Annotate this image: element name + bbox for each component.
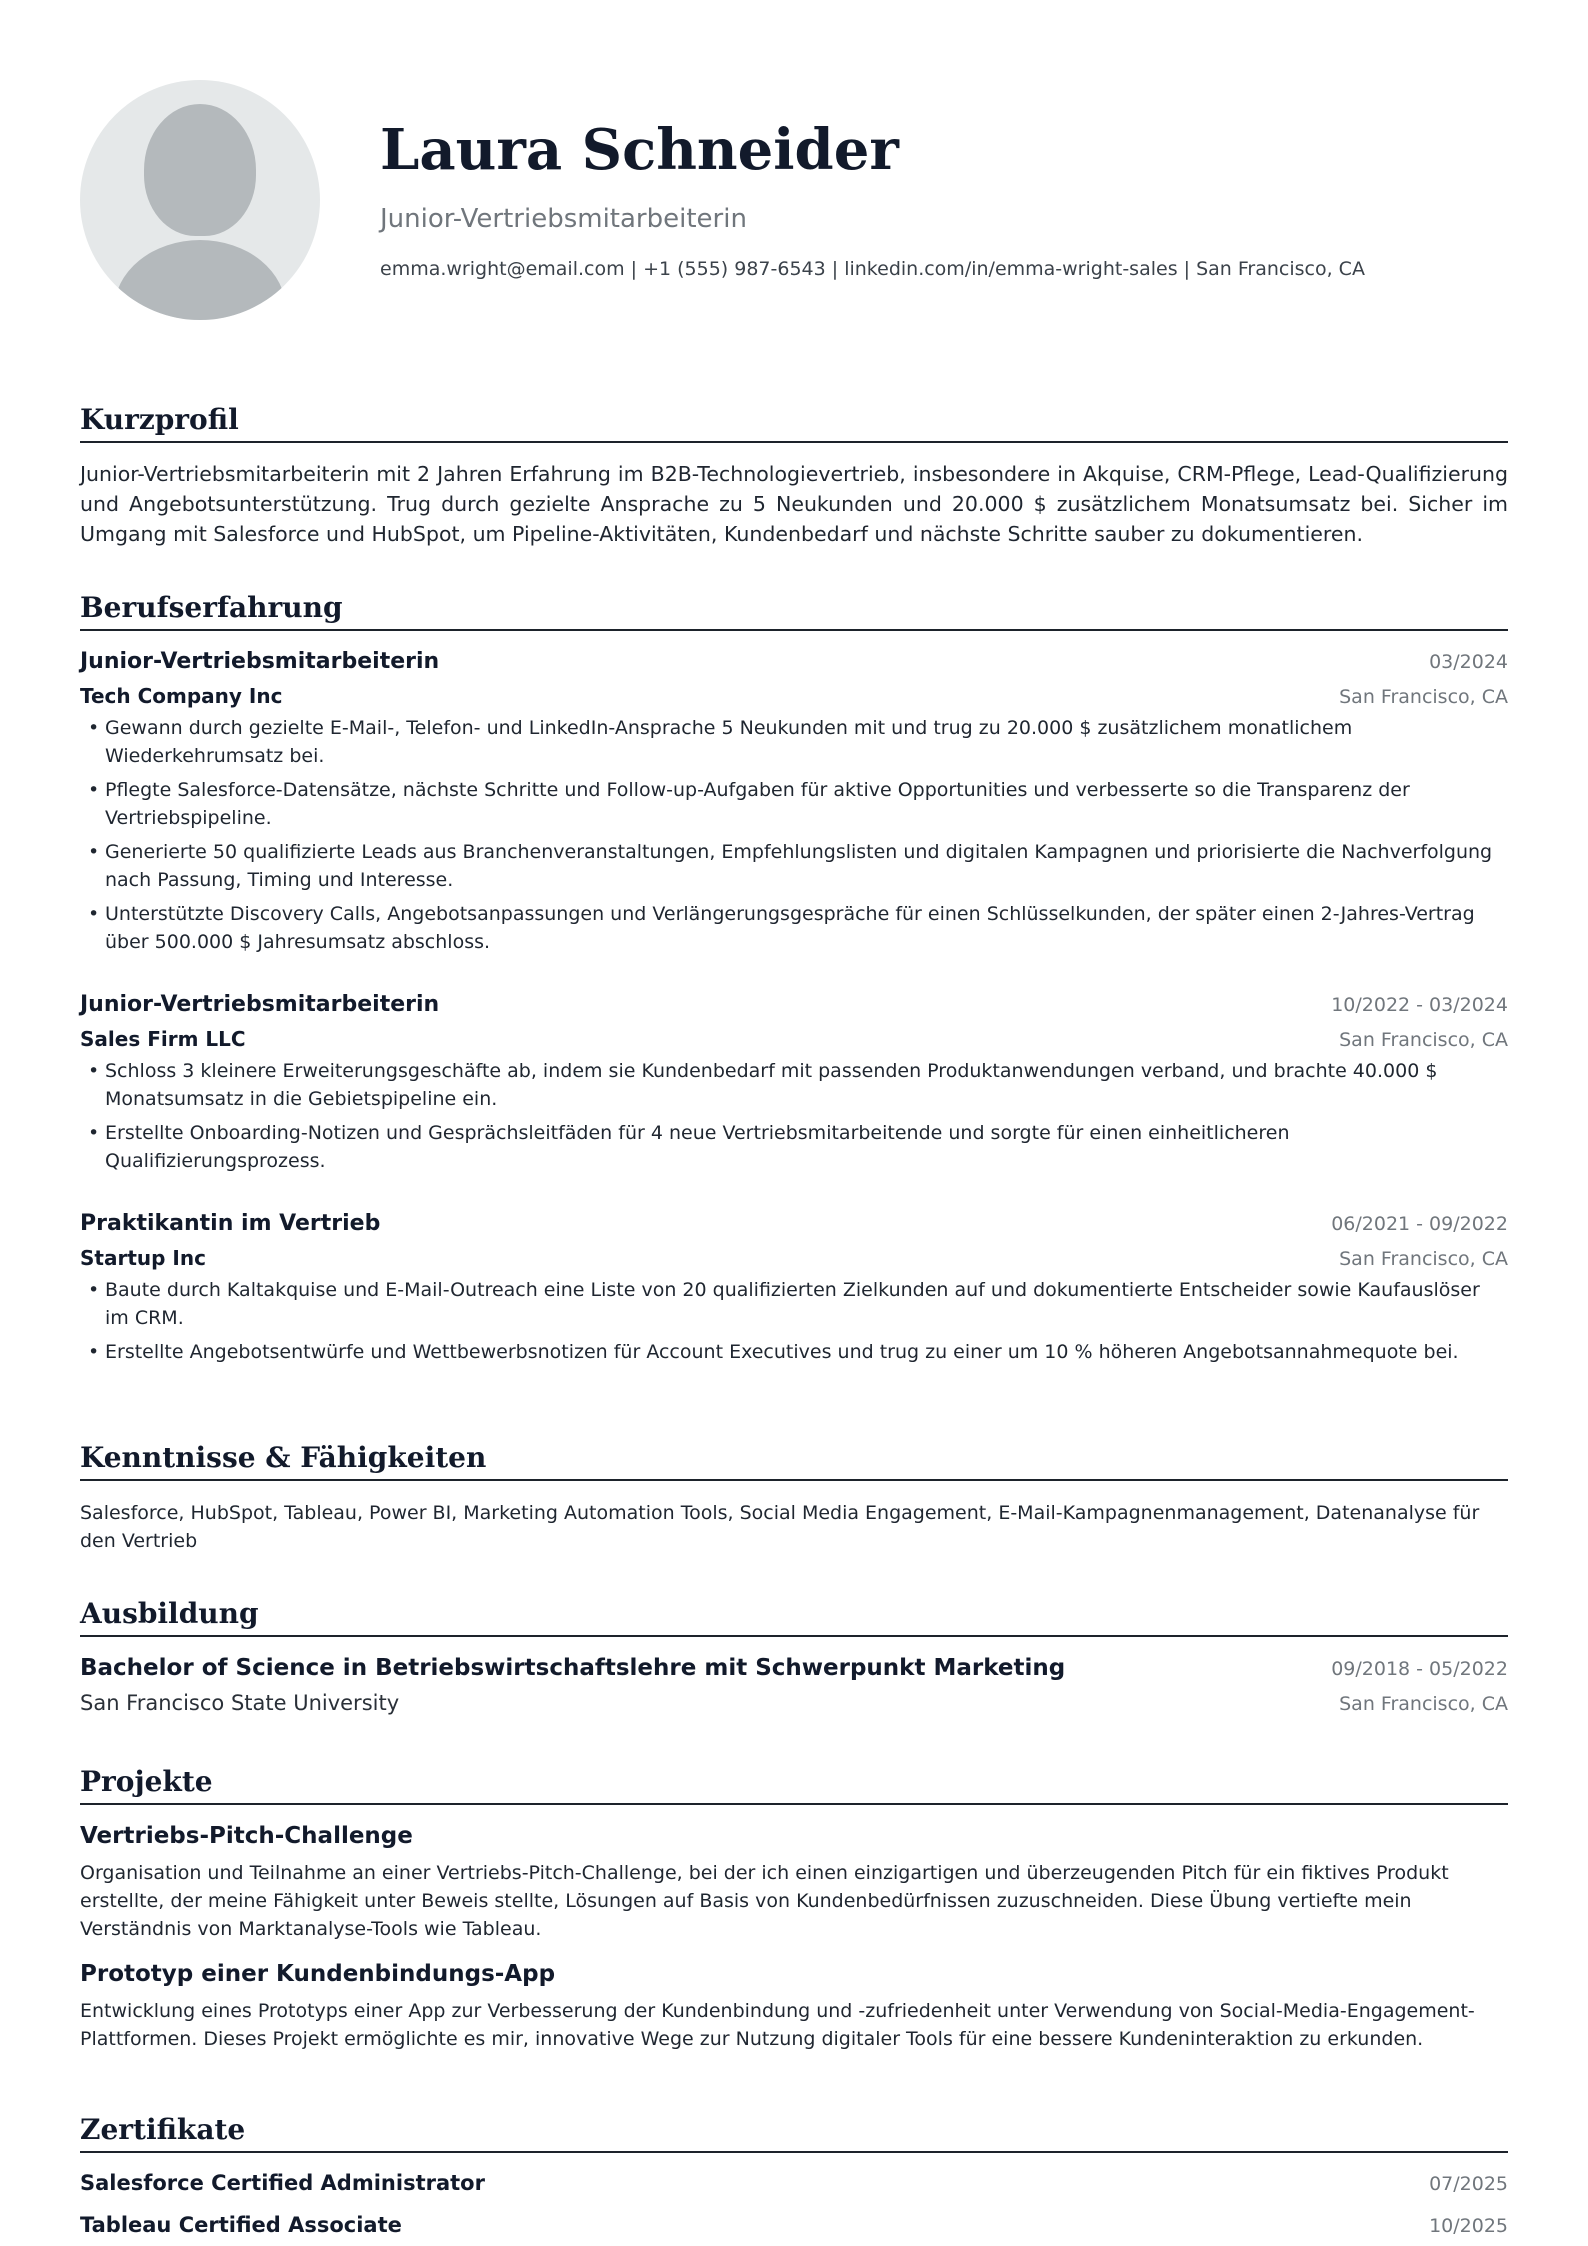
certificates-section [80, 2112, 1508, 2237]
job-company-row [80, 684, 1508, 708]
list-item [80, 1119, 1508, 1175]
job-location: San Francisco, CA [1339, 1248, 1508, 1270]
education-date: 09/2018 - 05/2022 [1331, 1658, 1508, 1680]
bullet-text: Erstellte Onboarding-Notizen und Gesprächsleitfäden für 4 neue Vertriebsmitarbeitende und sorgte für einen einheitlicheren Qualifizierungsprozess. [105, 1122, 1290, 1172]
bullet-text: Unterstützte Discovery Calls, Angebotsanpassungen und Verlängerungsgespräche für einen Schlüsselkunden, der später einen 2-Jahres-Vertrag über 500.000 $ Jahresumsatz abschloss. [105, 903, 1475, 953]
bullet-text: Erstellte Angebotsentwürfe und Wettbewerbsnotizen für Account Executives und trug zu einer um 10 % höheren Angebotsannahmequote bei. [105, 1341, 1459, 1363]
section-title-profile: Kurzprofil [80, 402, 1508, 443]
candidate-role: Junior-Vertriebsmitarbeiterin [380, 204, 747, 234]
bullet-icon: • [88, 779, 100, 801]
job-date: 03/2024 [1429, 651, 1508, 673]
job-header-row [80, 649, 1508, 674]
list-item [80, 1338, 1508, 1366]
education-degree: Bachelor of Science in Betriebswirtschaftslehre mit Schwerpunkt Marketing [80, 1655, 1066, 1681]
certificate-date: 07/2025 [1429, 2173, 1508, 2195]
bullet-icon: • [88, 1341, 100, 1363]
project-title: Vertriebs-Pitch-Challenge [80, 1823, 413, 1849]
job-entry [80, 649, 1508, 956]
bullet-text: Baute durch Kaltakquise und E-Mail-Outreach eine Liste von 20 qualifizierten Zielkunden auf und dokumentierte Entscheider sowie Kaufauslöser im CRM. [105, 1279, 1480, 1329]
job-location: San Francisco, CA [1339, 686, 1508, 708]
bullet-icon: • [88, 1060, 100, 1082]
job-date: 10/2022 - 03/2024 [1331, 994, 1508, 1016]
job-title: Praktikantin im Vertrieb [80, 1211, 381, 1236]
project-description: Entwicklung eines Prototyps einer App zur Verbesserung der Kundenbindung und -zufriedenheit unter Verwendung von Social-Media-Engagement-Plattformen. Dieses Projekt ermöglichte es mir, innovative Wege zur Nutzung digitaler Tools für eine bessere Kundeninteraktion zu erkunden. [80, 2000, 1475, 2050]
project-entry [80, 1823, 1508, 1943]
education-header-row [80, 1655, 1508, 1681]
certificate-date: 10/2025 [1429, 2215, 1508, 2237]
job-bullets [80, 1276, 1508, 1366]
section-title-experience: Berufserfahrung [80, 590, 1508, 631]
education-location: San Francisco, CA [1339, 1693, 1508, 1715]
person-silhouette-icon [80, 80, 320, 320]
bullet-text: Generierte 50 qualifizierte Leads aus Branchenveranstaltungen, Empfehlungslisten und digitalen Kampagnen und priorisierte die Nachverfolgung nach Passung, Timing und Interesse. [105, 841, 1493, 891]
job-company-row [80, 1246, 1508, 1270]
profile-text: Junior-Vertriebsmitarbeiterin mit 2 Jahren Erfahrung im B2B-Technologievertrieb, insbesondere in Akquise, CRM-Pflege, Lead-Qualifizierung und Angebotsunterstützung. Trug durch gezielte Ansprache zu 5 Neukunden und 20.000 $ zusätzlichem Monatsumsatz bei. Sicher im Umgang mit Salesforce und HubSpot, um Pipeline-Aktivitäten, Kundenbedarf und nächste Schritte sauber zu dokumentieren. [80, 462, 1508, 546]
job-date: 06/2021 - 09/2022 [1331, 1213, 1508, 1235]
section-title-education: Ausbildung [80, 1596, 1508, 1637]
bullet-text: Gewann durch gezielte E-Mail-, Telefon- und LinkedIn-Ansprache 5 Neukunden mit und trug zu 20.000 $ zusätzlichem monatlichem Wiederkehrumsatz bei. [105, 717, 1353, 767]
list-item [80, 838, 1508, 894]
job-location: San Francisco, CA [1339, 1029, 1508, 1051]
bullet-icon: • [88, 1122, 100, 1144]
education-school: San Francisco State University [80, 1691, 400, 1715]
section-title-certificates: Zertifikate [80, 2112, 1508, 2153]
job-header-row [80, 992, 1508, 1017]
bullet-text: Schloss 3 kleinere Erweiterungsgeschäfte ab, indem sie Kundenbedarf mit passenden Produktanwendungen verband, und brachte 40.000 $ Monatsumsatz in die Gebietspipeline ein. [105, 1060, 1438, 1110]
list-item [80, 1057, 1508, 1113]
bullet-text: Pflegte Salesforce-Datensätze, nächste Schritte und Follow-up-Aufgaben für aktive Opportunities und verbesserte so die Transparenz der Vertriebspipeline. [105, 779, 1410, 829]
job-bullets [80, 714, 1508, 956]
list-item [80, 1276, 1508, 1332]
job-title: Junior-Vertriebsmitarbeiterin [80, 992, 440, 1017]
project-title: Prototyp einer Kundenbindungs-App [80, 1961, 556, 1987]
bullet-icon: • [88, 903, 100, 925]
certificate-row [80, 2213, 1508, 2237]
job-entry [80, 1211, 1508, 1366]
job-company-row [80, 1027, 1508, 1051]
skills-section [80, 1440, 1508, 1555]
list-item [80, 714, 1508, 770]
resume-header [80, 0, 1508, 330]
profile-section [80, 402, 1508, 549]
bullet-icon: • [88, 841, 100, 863]
job-entry [80, 992, 1508, 1175]
contact-line: emma.wright@email.com | +1 (555) 987-6543 | linkedin.com/in/emma-wright-sales | San Francisco, CA [380, 258, 1365, 280]
list-item [80, 776, 1508, 832]
job-company: Tech Company Inc [80, 684, 283, 708]
project-description: Organisation und Teilnahme an einer Vertriebs-Pitch-Challenge, bei der ich einen einzigartigen und überzeugenden Pitch für ein fiktives Produkt erstellte, der meine Fähigkeit unter Beweis stellte, Lösungen auf Basis von Kundenbedürfnissen zuzuschneiden. Diese Übung vertiefte mein Verständnis von Marktanalyse-Tools wie Tableau. [80, 1862, 1449, 1940]
candidate-name: Laura Schneider [380, 117, 899, 183]
bullet-icon: • [88, 1279, 100, 1301]
job-bullets [80, 1057, 1508, 1175]
experience-section [80, 590, 1508, 1372]
avatar-body [114, 240, 286, 320]
skills-text: Salesforce, HubSpot, Tableau, Power BI, Marketing Automation Tools, Social Media Engagement, E-Mail-Kampagnenmanagement, Datenanalyse für den Vertrieb [80, 1502, 1480, 1552]
job-company: Sales Firm LLC [80, 1027, 246, 1051]
education-school-row [80, 1691, 1508, 1715]
projects-section [80, 1764, 1508, 2053]
avatar-head [144, 104, 256, 236]
section-title-projects: Projekte [80, 1764, 1508, 1805]
education-section [80, 1596, 1508, 1715]
section-title-skills: Kenntnisse & Fähigkeiten [80, 1440, 1508, 1481]
bullet-icon: • [88, 717, 100, 739]
job-title: Junior-Vertriebsmitarbeiterin [80, 649, 440, 674]
job-header-row [80, 1211, 1508, 1236]
certificate-name: Salesforce Certified Administrator [80, 2171, 485, 2195]
resume-content [80, 0, 1508, 2237]
job-company: Startup Inc [80, 1246, 206, 1270]
list-item [80, 900, 1508, 956]
certificate-row [80, 2171, 1508, 2195]
certificate-name: Tableau Certified Associate [80, 2213, 402, 2237]
project-entry [80, 1961, 1508, 2053]
